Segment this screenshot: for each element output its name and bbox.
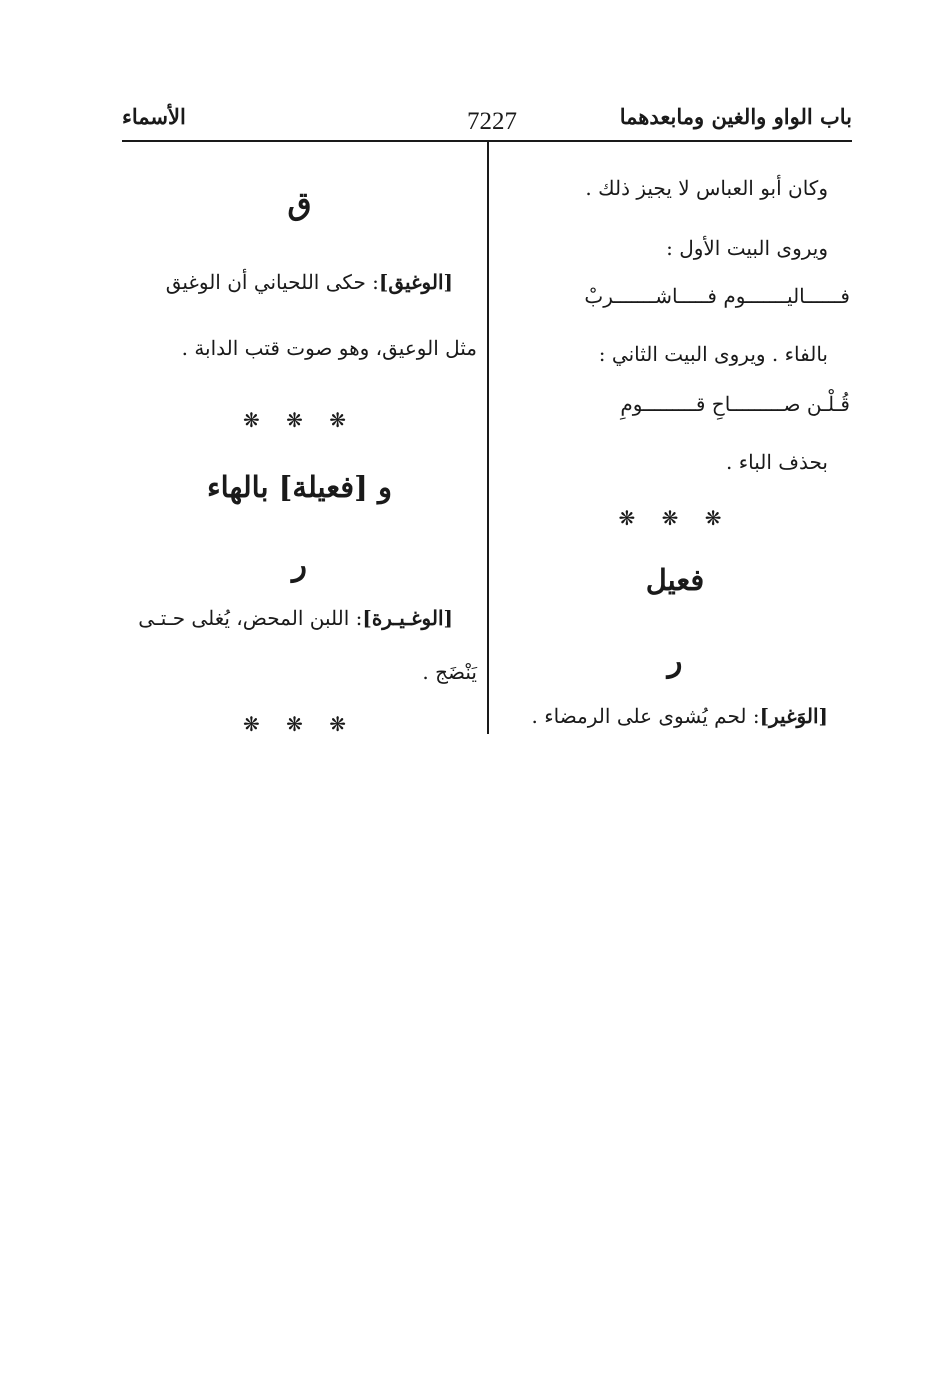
- entry-text: : لحم يُشوى على الرمضاء .: [531, 704, 760, 728]
- section-title: الأسماء: [122, 104, 186, 129]
- heading-keyword: فعيلة: [292, 470, 355, 504]
- heading-suffix: ] بالهاء: [207, 470, 293, 504]
- page-number: 7227: [467, 108, 517, 135]
- chapter-title: باب الواو والغين ومابعدهما: [619, 104, 852, 129]
- entry-text: : اللبن المحض، يُغلى حـتـى: [138, 606, 363, 630]
- text-line: يَنْضَج .: [422, 660, 477, 684]
- section-heading: فعيل: [645, 563, 705, 597]
- page-header: [122, 104, 852, 140]
- heading-prefix: و [: [354, 470, 392, 504]
- column-divider: [487, 142, 489, 734]
- text-line: بالفاء . ويروى البيت الثاني :: [598, 342, 828, 366]
- letter-heading: ر: [667, 643, 683, 679]
- verse-line: فــــــاليـــــــوم فـــــاشـــــــربْ: [584, 284, 850, 308]
- text-line: ويروى البيت الأول :: [666, 236, 828, 260]
- text-line: مثل الوعيق، وهو صوت قتب الدابة .: [181, 336, 477, 360]
- entry-line: [166, 270, 453, 294]
- section-separator: ❋ ❋ ❋: [618, 506, 732, 530]
- letter-heading: ر: [292, 547, 307, 583]
- entry-keyword: [الوَغير]: [759, 704, 828, 728]
- entry-line: [532, 704, 829, 728]
- section-separator: ❋ ❋ ❋: [243, 408, 356, 432]
- entry-keyword: [الوغـيـرة]: [362, 606, 453, 630]
- entry-keyword: [الوغيق]: [378, 270, 453, 294]
- letter-heading: ق: [287, 186, 312, 222]
- verse-line: قُـلْـن صـــــــــاحِ قـــــــــومِ: [620, 392, 850, 416]
- section-heading: [122, 470, 477, 504]
- entry-line: [138, 606, 453, 630]
- text-line: بحذف الباء .: [726, 450, 828, 474]
- text-line: وكان أبو العباس لا يجيز ذلك .: [585, 176, 828, 200]
- section-separator: ❋ ❋ ❋: [243, 712, 356, 736]
- entry-text: : حكى اللحياني أن الوغيق: [165, 270, 379, 294]
